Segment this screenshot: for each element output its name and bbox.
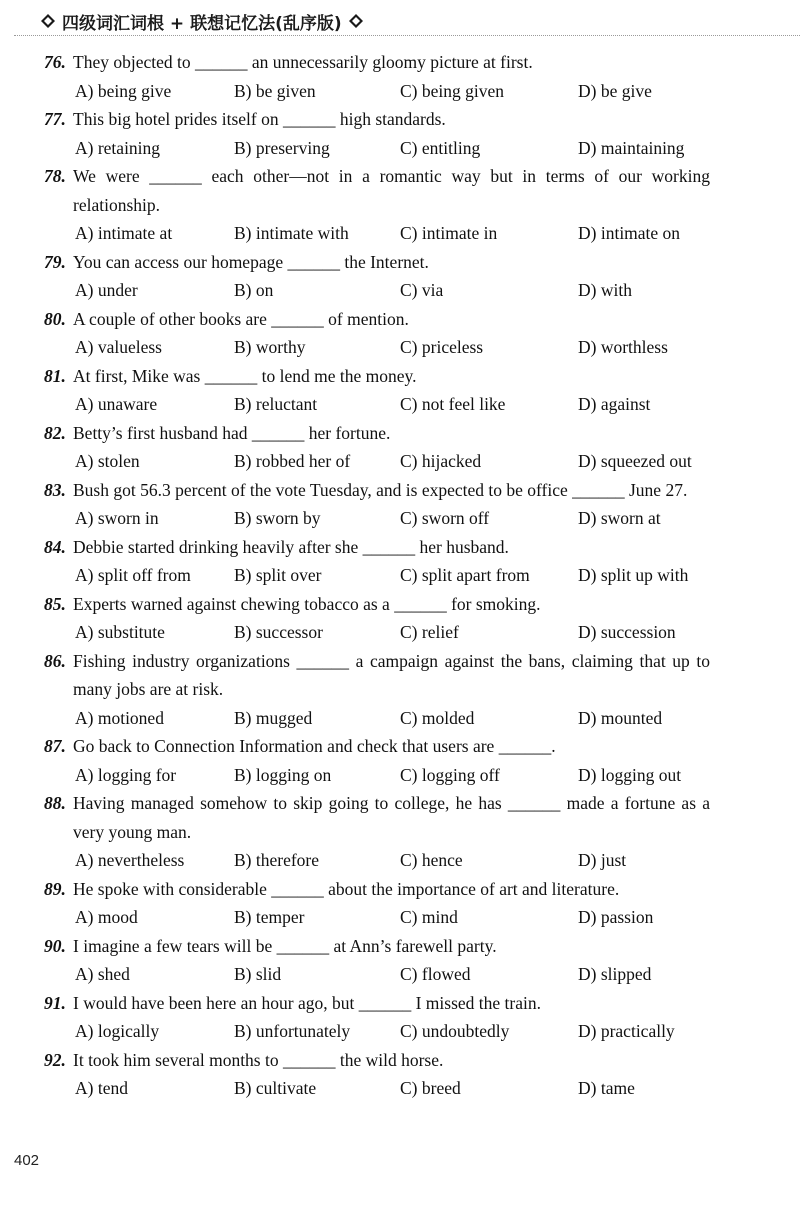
option-c: C) not feel like: [400, 394, 506, 414]
question-number: 79.: [44, 251, 66, 272]
option-b: B) split over: [234, 565, 322, 585]
question-stem: [0, 732, 800, 761]
option-a: A) logically: [75, 1021, 160, 1041]
question-text: At first, Mike was ______ to lend me the money.: [73, 365, 417, 386]
question-number: 91.: [44, 992, 66, 1013]
option-a: A) shed: [75, 964, 130, 984]
header-divider: [14, 35, 800, 36]
question-text: Fishing industry organizations ______ a campaign against the bans, claiming that up to many jobs are at risk.: [73, 650, 710, 699]
question-number: 85.: [44, 593, 66, 614]
option-a: A) retaining: [75, 137, 161, 158]
option-a: A) intimate at: [75, 223, 173, 243]
answer-options: [0, 704, 800, 733]
option-b: B) robbed her of: [234, 451, 351, 471]
option-c: C) entitling: [400, 137, 481, 158]
question-stem: [0, 875, 800, 904]
question-number: 83.: [44, 479, 66, 500]
option-d: D) tame: [578, 1078, 635, 1098]
option-d: D) maintaining: [578, 137, 685, 158]
option-d: D) slipped: [578, 964, 652, 984]
answer-options: [0, 1074, 800, 1103]
question-item: [0, 1046, 800, 1103]
question-item: [0, 162, 800, 248]
option-b: B) reluctant: [234, 394, 318, 414]
question-item: [0, 732, 800, 789]
question-stem: [0, 533, 800, 562]
question-item: [0, 789, 800, 875]
answer-options: [0, 960, 800, 989]
option-c: C) priceless: [400, 337, 484, 357]
question-text: They objected to ______ an unnecessarily gloomy picture at first.: [73, 52, 533, 72]
question-text: Experts warned against chewing tobacco as a ______ for smoking.: [73, 593, 541, 614]
question-item: [0, 989, 800, 1046]
option-b: B) slid: [234, 964, 282, 984]
question-stem: [0, 932, 800, 961]
question-number: 89.: [44, 878, 66, 899]
option-c: C) mind: [400, 907, 458, 927]
option-a: A) tend: [75, 1078, 128, 1098]
question-number: 90.: [44, 935, 66, 956]
answer-options: [0, 903, 800, 932]
question-stem: [0, 647, 800, 704]
answer-options: [0, 618, 800, 647]
question-stem: [0, 476, 800, 505]
question-stem: [0, 305, 800, 334]
option-d: D) squeezed out: [578, 451, 692, 471]
question-number: 88.: [44, 793, 66, 813]
option-b: B) intimate with: [234, 223, 349, 243]
option-a: A) unaware: [75, 394, 158, 414]
question-item: [0, 647, 800, 733]
question-text: We were ______ each other—not in a romantic way but in terms of our working relationship.: [73, 166, 710, 215]
option-d: D) split up with: [578, 565, 689, 585]
question-item: [0, 248, 800, 305]
option-d: D) succession: [578, 622, 676, 642]
answer-options: [0, 333, 800, 362]
question-item: [0, 590, 800, 647]
option-b: B) successor: [234, 622, 323, 642]
option-a: A) valueless: [75, 337, 162, 357]
question-stem: [0, 362, 800, 391]
page-header: [34, 6, 794, 36]
question-text: Debbie started drinking heavily after she ______ her husband.: [73, 536, 509, 557]
question-item: [0, 105, 800, 162]
option-c: C) logging off: [400, 764, 500, 785]
option-a: A) motioned: [75, 707, 164, 728]
question-text: I imagine a few tears will be ______ at Ann’s farewell party.: [73, 935, 497, 956]
page-number: 402: [14, 1152, 40, 1169]
question-item: [0, 362, 800, 419]
answer-options: [0, 134, 800, 163]
question-number: 80.: [44, 308, 66, 329]
option-d: D) just: [578, 850, 627, 870]
option-d: D) practically: [578, 1021, 675, 1041]
question-item: [0, 932, 800, 989]
option-b: B) be given: [234, 80, 316, 101]
option-c: C) split apart from: [400, 565, 530, 585]
option-c: C) flowed: [400, 964, 471, 984]
question-text: This big hotel prides itself on ______ high standards.: [73, 109, 446, 129]
question-number: 87.: [44, 736, 66, 756]
question-stem: [0, 989, 800, 1018]
option-b: B) worthy: [234, 337, 306, 357]
answer-options: [0, 846, 800, 875]
option-d: D) mounted: [578, 707, 663, 728]
question-list: [0, 48, 800, 1103]
option-d: D) worthless: [578, 337, 668, 357]
answer-options: [0, 1017, 800, 1046]
option-b: B) cultivate: [234, 1078, 317, 1098]
option-a: A) sworn in: [75, 508, 159, 528]
answer-options: [0, 276, 800, 305]
option-c: C) hence: [400, 850, 463, 870]
answer-options: [0, 561, 800, 590]
option-d: D) intimate on: [578, 223, 681, 243]
question-stem: [0, 419, 800, 448]
option-c: C) being given: [400, 80, 505, 101]
question-text: I would have been here an hour ago, but ______ I missed the train.: [73, 992, 541, 1013]
question-number: 84.: [44, 536, 66, 557]
answer-options: [0, 77, 800, 106]
question-item: [0, 476, 800, 533]
question-stem: [0, 789, 800, 846]
option-d: D) sworn at: [578, 508, 661, 528]
question-item: [0, 48, 800, 105]
question-stem: [0, 248, 800, 277]
option-c: C) molded: [400, 707, 475, 728]
option-c: C) relief: [400, 622, 459, 642]
option-b: B) mugged: [234, 707, 313, 728]
option-c: C) undoubtedly: [400, 1021, 510, 1041]
question-number: 78.: [44, 166, 66, 186]
answer-options: [0, 390, 800, 419]
option-c: C) via: [400, 280, 444, 300]
option-b: B) preserving: [234, 137, 330, 158]
option-d: D) passion: [578, 907, 654, 927]
question-item: [0, 305, 800, 362]
option-a: A) substitute: [75, 622, 165, 642]
question-text: Bush got 56.3 percent of the vote Tuesday, and is expected to be office ______ June 27.: [73, 479, 688, 500]
question-item: [0, 875, 800, 932]
question-text: He spoke with considerable ______ about the importance of art and literature.: [73, 878, 620, 899]
diamond-icon: [40, 13, 56, 29]
page-header-title: 四级词汇词根 + 联想记忆法(乱序版): [62, 13, 342, 34]
question-item: [0, 419, 800, 476]
option-a: A) split off from: [75, 565, 191, 585]
question-text: Having managed somehow to skip going to college, he has ______ made a fortune as a very young man.: [73, 793, 710, 842]
question-number: 77.: [44, 109, 66, 129]
option-a: A) nevertheless: [75, 850, 185, 870]
option-a: A) logging for: [75, 764, 177, 785]
option-b: B) unfortunately: [234, 1021, 351, 1041]
question-stem: [0, 48, 800, 77]
question-text: It took him several months to ______ the wild horse.: [73, 1049, 444, 1070]
question-text: Go back to Connection Information and check that users are ______.: [73, 736, 556, 756]
option-c: C) hijacked: [400, 451, 482, 471]
question-text: You can access our homepage ______ the Internet.: [73, 251, 429, 272]
option-c: C) intimate in: [400, 223, 498, 243]
option-b: B) on: [234, 280, 274, 300]
option-a: A) mood: [75, 907, 138, 927]
option-c: C) breed: [400, 1078, 461, 1098]
option-d: D) be give: [578, 80, 652, 101]
option-d: D) logging out: [578, 764, 682, 785]
question-number: 92.: [44, 1049, 66, 1070]
option-d: D) against: [578, 394, 651, 414]
option-a: A) being give: [75, 80, 172, 101]
question-number: 81.: [44, 365, 66, 386]
option-d: D) with: [578, 280, 632, 300]
option-b: B) therefore: [234, 850, 320, 870]
question-stem: [0, 1046, 800, 1075]
answer-options: [0, 219, 800, 248]
diamond-icon: [348, 13, 364, 29]
option-a: A) stolen: [75, 451, 140, 471]
question-number: 76.: [44, 52, 66, 72]
answer-options: [0, 761, 800, 790]
question-stem: [0, 590, 800, 619]
option-a: A) under: [75, 280, 138, 300]
option-b: B) sworn by: [234, 508, 321, 528]
option-b: B) logging on: [234, 764, 332, 785]
question-text: A couple of other books are ______ of mention.: [73, 308, 409, 329]
option-b: B) temper: [234, 907, 305, 927]
question-item: [0, 533, 800, 590]
question-text: Betty’s first husband had ______ her fortune.: [73, 422, 391, 443]
question-stem: [0, 105, 800, 134]
question-number: 82.: [44, 422, 66, 443]
question-number: 86.: [44, 650, 66, 671]
answer-options: [0, 504, 800, 533]
option-c: C) sworn off: [400, 508, 490, 528]
question-stem: [0, 162, 800, 219]
answer-options: [0, 447, 800, 476]
